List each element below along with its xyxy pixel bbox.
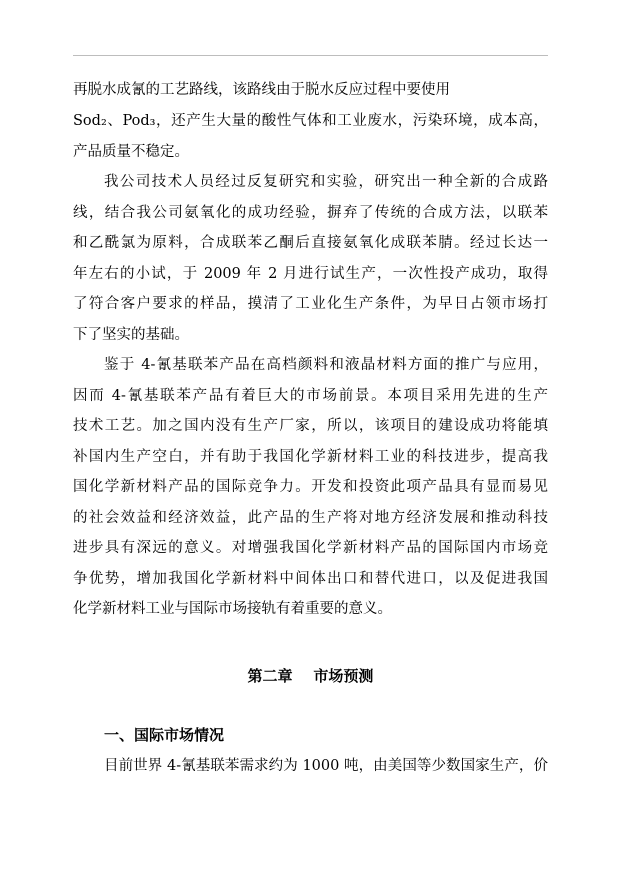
paragraph-line: 进步具有深远的意义。对增强我国化学新材料产品的国际国内市场竞 <box>73 540 548 556</box>
paragraph-line: 年左右的小试，于 2009 年 2 月进行试生产，一次性投产成功，取得 <box>73 266 548 282</box>
chapter-heading: 第二章 市场预测 <box>247 667 374 685</box>
paragraph-line: 产品质量不稳定。 <box>73 144 189 160</box>
paragraph-line: 目前世界 4-氰基联苯需求约为 1000 吨，由美国等少数国家生产，价 <box>104 758 548 774</box>
paragraph-line: 了符合客户要求的样品，摸清了工业化生产条件，为早日占领市场打 <box>73 296 548 312</box>
paragraph-line: 的社会效益和经济效益，此产品的生产将对地方经济发展和推动科技 <box>73 510 548 526</box>
paragraph-line: 因而 4-氰基联苯产品有着巨大的市场前景。本项目采用先进的生产 <box>73 388 548 404</box>
paragraph-line: 化学新材料工业与国际市场接轨有着重要的意义。 <box>73 601 392 617</box>
paragraph-line: 鉴于 4-氰基联苯产品在高档颜料和液晶材料方面的推广与应用， <box>104 357 548 373</box>
paragraph-line: 和乙酰氯为原料，合成联苯乙酮后直接氨氧化成联苯腈。经过长达一 <box>73 235 548 251</box>
paragraph-line: 国化学新材料产品的国际竞争力。开发和投资此项产品具有显而易见 <box>73 479 548 495</box>
section-heading: 一、国际市场情况 <box>104 726 225 744</box>
paragraph-line: 线，结合我公司氨氧化的成功经验，摒弃了传统的合成方法，以联苯 <box>73 205 548 221</box>
paragraph-line: Sod₂、Pod₃，还产生大量的酸性气体和工业废水，污染环境，成本高， <box>73 113 548 129</box>
paragraph-line: 我公司技术人员经过反复研究和实验，研究出一种全新的合成路 <box>104 174 548 190</box>
paragraph-line: 再脱水成氰的工艺路线，该路线由于脱水反应过程中要使用 <box>73 82 450 98</box>
paragraph-line: 技术工艺。加之国内没有生产厂家，所以，该项目的建设成功将能填 <box>73 418 548 434</box>
header-rule <box>73 55 548 56</box>
paragraph-line: 下了坚实的基础。 <box>73 327 189 343</box>
paragraph-line: 争优势，增加我国化学新材料中间体出口和替代进口，以及促进我国 <box>73 571 548 587</box>
paragraph-line: 补国内生产空白，并有助于我国化学新材料工业的科技进步，提高我 <box>73 449 548 465</box>
